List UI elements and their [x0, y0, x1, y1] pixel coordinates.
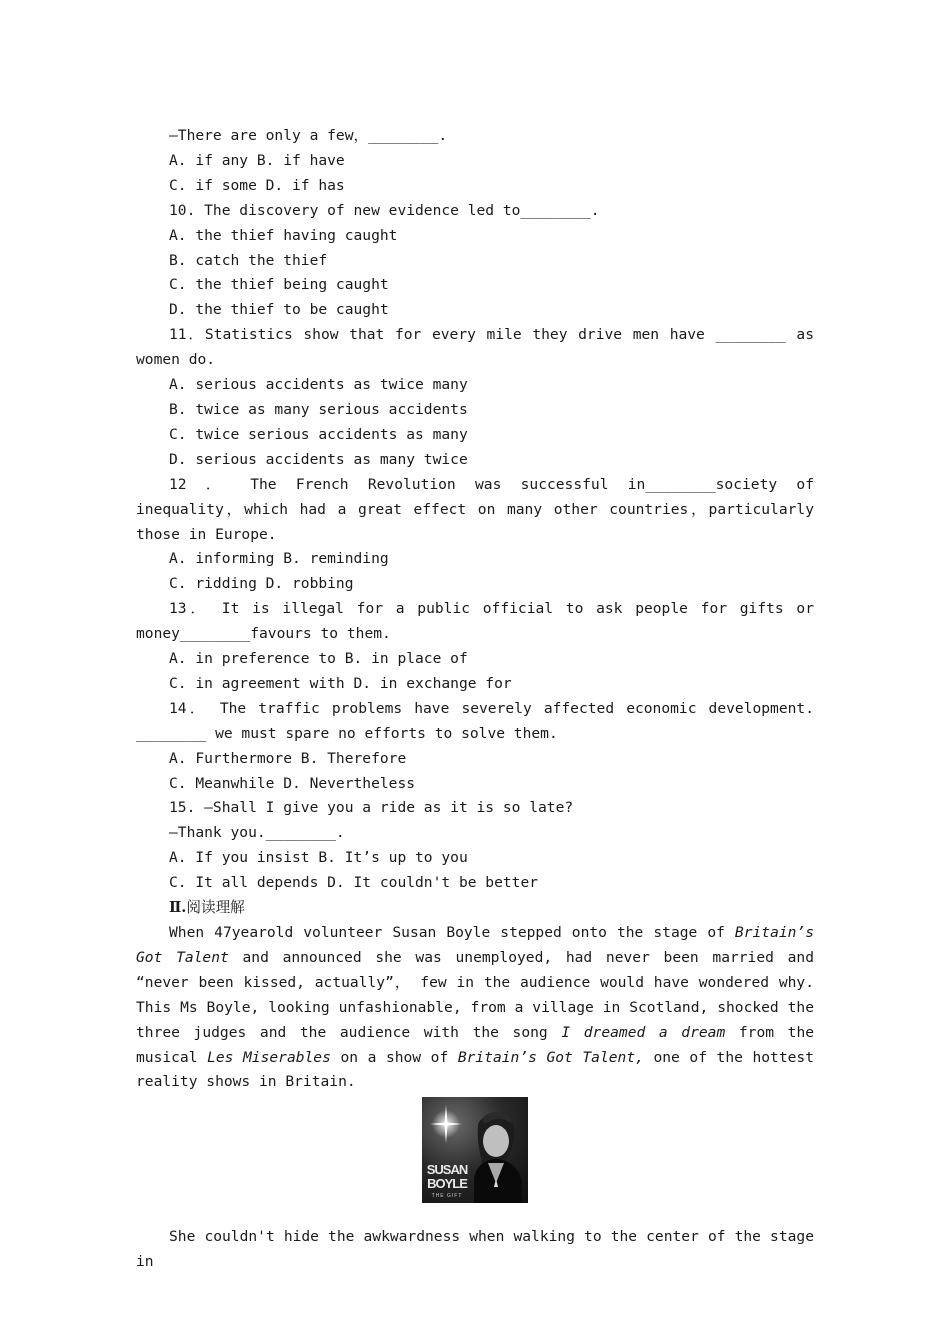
q11-option-a: A. serious accidents as twice many: [169, 376, 468, 394]
album-cover-figure: [136, 1097, 814, 1203]
passage-text: one of the hottest reality shows in Britain.: [136, 1048, 814, 1091]
q11-option-d: D. serious accidents as many twice: [169, 450, 468, 468]
q15-stem: 15. —Shall I give you a ride as it is so late?: [169, 799, 574, 817]
song-title: I dreamed a dream: [561, 1023, 726, 1041]
q14-options-ab: A. Furthermore B. Therefore: [169, 749, 407, 767]
passage-paragraph-1: [136, 921, 814, 1095]
section-heading: [136, 896, 814, 921]
q12-options-ab: A. informing B. reminding: [169, 550, 389, 568]
section-numeral: Ⅱ.: [169, 899, 187, 917]
q15-options-cd: C. It all depends D. It couldn't be better: [169, 874, 539, 892]
musical-title: Les Miserables: [207, 1048, 331, 1066]
q13-options-cd: C. in agreement with D. in exchange for: [169, 674, 512, 692]
q15-options-ab: A. If you insist B. It’s up to you: [169, 849, 468, 867]
q9-options-cd: C. if some D. if has: [169, 176, 345, 194]
passage-paragraph-2: She couldn't hide the awkwardness when walking to the center of the stage in: [136, 1228, 814, 1271]
passage-text: When 47yearold volunteer Susan Boyle stepped onto the stage of: [169, 924, 735, 941]
q10-option-b: B. catch the thief: [169, 251, 328, 269]
q12-options-cd: C. ridding D. robbing: [169, 575, 354, 593]
q14-stem: 14． The traffic problems have severely affected economic development. ________ we must spare no efforts to solve them.: [136, 699, 814, 742]
passage-text: and announced she was unemployed, had never been married and “never been kissed, actually”， few in the audience would have wondered why. This Ms Boyle, looking unfashionable, from a village in Scotland, shocked the three judges and the audience with the song: [136, 948, 814, 1041]
q11-option-b: B. twice as many serious accidents: [169, 400, 468, 418]
q14-options-cd: C. Meanwhile D. Nevertheless: [169, 774, 416, 792]
q15-reply: —Thank you.________.: [169, 824, 345, 842]
show-title: Britain’s Got Talent: [136, 924, 814, 966]
album-cover-image: [422, 1097, 528, 1203]
album-artist-first: SUSAN: [426, 1162, 468, 1178]
q12-stem: 12 ． The French Revolution was successful in________society of inequality，which had a great effect on many other countries，particularly those in Europe.: [136, 475, 814, 543]
q11-stem: 11．Statistics show that for every mile they drive men have ________ as women do.: [136, 326, 814, 369]
q10-option-d: D. the thief to be caught: [169, 301, 389, 319]
q10-stem: 10. The discovery of new evidence led to________.: [169, 201, 600, 219]
q10-option-a: A. the thief having caught: [169, 226, 398, 244]
show-title: Britain’s Got Talent,: [457, 1048, 644, 1066]
section-title: 阅读理解: [186, 899, 245, 917]
album-artist-last: BOYLE: [427, 1176, 467, 1192]
q9-options-ab: A. if any B. if have: [169, 151, 345, 169]
q9-answer-line: —There are only a few，________.: [169, 127, 448, 144]
passage-text: from the musical: [136, 1023, 815, 1066]
q10-option-c: C. the thief being caught: [169, 276, 389, 294]
q13-stem: 13． It is illegal for a public official to ask people for gifts or money________favours to them.: [136, 600, 814, 643]
document-page: [136, 124, 814, 1275]
q11-option-c: C. twice serious accidents as many: [169, 425, 468, 443]
passage-text: on a show of: [330, 1048, 458, 1066]
album-subtitle: THE GIFT: [431, 1193, 463, 1200]
q13-options-ab: A. in preference to B. in place of: [169, 650, 468, 668]
album-cover-text: [425, 1163, 469, 1191]
